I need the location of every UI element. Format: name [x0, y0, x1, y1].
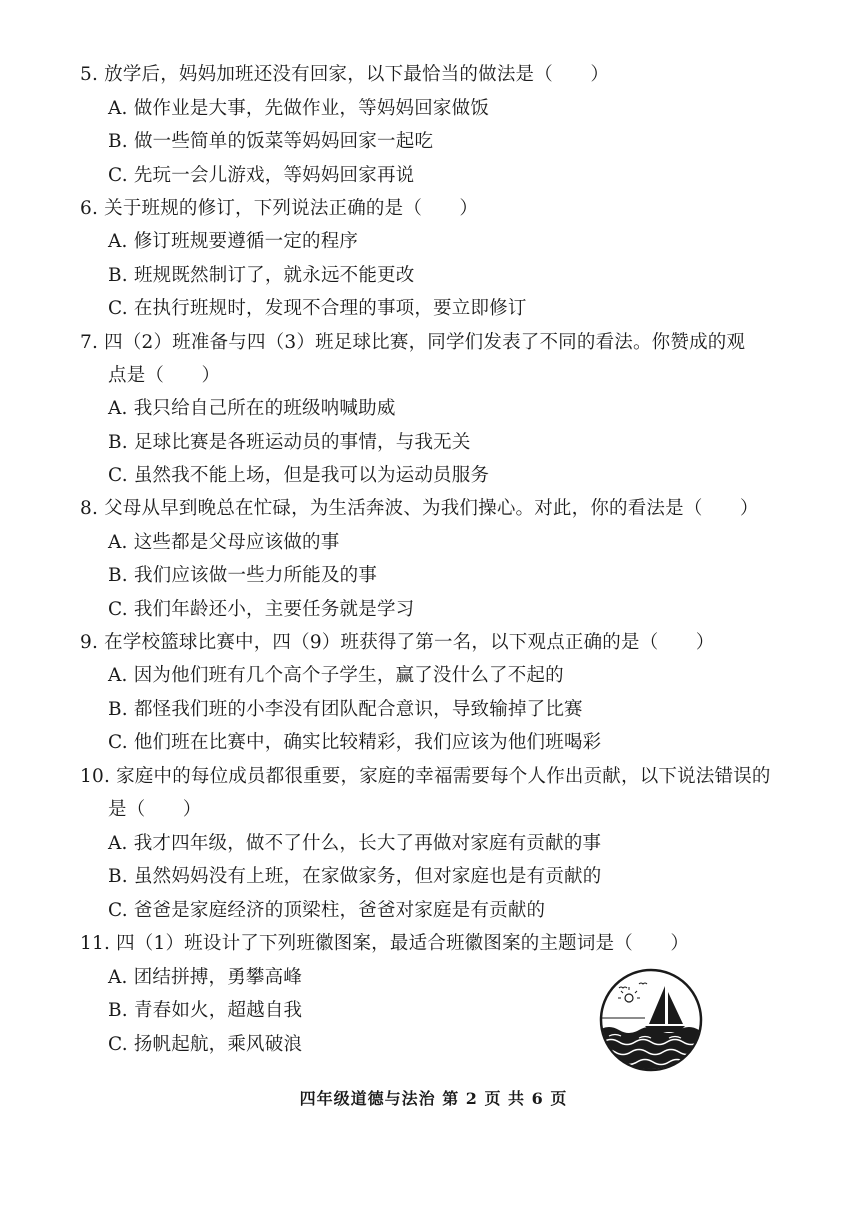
question-7-option-b: B. 足球比赛是各班运动员的事情，与我无关 — [108, 432, 471, 453]
question-8-option-b: B. 我们应该做一些力所能及的事 — [108, 565, 378, 586]
question-7-option-a: A. 我只给自己所在的班级呐喊助威 — [108, 398, 396, 419]
question-8-option-a: A. 这些都是父母应该做的事 — [108, 532, 340, 553]
question-8-option-c: C. 我们年龄还小，主要任务就是学习 — [108, 599, 415, 620]
question-7-option-c: C. 虽然我不能上场，但是我可以为运动员服务 — [108, 465, 490, 486]
question-10-stem-line-2: 是（ ） — [108, 799, 202, 820]
question-6-option-a: A. 修订班规要遵循一定的程序 — [108, 231, 359, 252]
question-6-option-c: C. 在执行班规时，发现不合理的事项，要立即修订 — [108, 298, 527, 319]
question-11-option-c: C. 扬帆起航，乘风破浪 — [108, 1034, 303, 1055]
question-5-option-b: B. 做一些简单的饭菜等妈妈回家一起吃 — [108, 131, 434, 152]
question-11-option-b: B. 青春如火，超越自我 — [108, 1000, 303, 1021]
question-11-stem: 11. 四（1）班设计了下列班徽图案，最适合班徽图案的主题词是（ ） — [80, 933, 690, 954]
question-5-option-a: A. 做作业是大事，先做作业，等妈妈回家做饭 — [108, 98, 490, 119]
page-footer: 四年级道德与法治 第 2 页 共 6 页 — [299, 1089, 568, 1108]
question-6-option-b: B. 班规既然制订了，就永远不能更改 — [108, 265, 415, 286]
question-10-option-a: A. 我才四年级，做不了什么，长大了再做对家庭有贡献的事 — [108, 833, 602, 854]
question-8-stem: 8. 父母从早到晚总在忙碌，为生活奔波、为我们操心。对此，你的看法是（ ） — [80, 498, 759, 519]
question-5-option-c: C. 先玩一会儿游戏，等妈妈回家再说 — [108, 165, 415, 186]
question-10-option-b: B. 虽然妈妈没有上班，在家做家务，但对家庭也是有贡献的 — [108, 866, 602, 887]
question-5-stem: 5. 放学后，妈妈加班还没有回家，以下最恰当的做法是（ ） — [80, 64, 610, 85]
question-6-stem: 6. 关于班规的修订，下列说法正确的是（ ） — [80, 198, 479, 219]
question-9-option-a: A. 因为他们班有几个高个子学生，赢了没什么了不起的 — [108, 665, 564, 686]
sailboat-emblem-icon — [599, 968, 703, 1072]
question-9-option-c: C. 他们班在比赛中，确实比较精彩，我们应该为他们班喝彩 — [108, 732, 602, 753]
question-7-stem-line-2: 点是（ ） — [108, 365, 221, 386]
question-11-option-a: A. 团结拼搏，勇攀高峰 — [108, 967, 303, 988]
question-7-stem-line-1: 7. 四（2）班准备与四（3）班足球比赛，同学们发表了不同的看法。你赞成的观 — [80, 332, 746, 353]
question-10-option-c: C. 爸爸是家庭经济的顶梁柱，爸爸对家庭是有贡献的 — [108, 900, 546, 921]
question-10-stem-line-1: 10. 家庭中的每位成员都很重要，家庭的幸福需要每个人作出贡献，以下说法错误的 — [80, 766, 771, 787]
question-9-option-b: B. 都怪我们班的小李没有团队配合意识，导致输掉了比赛 — [108, 699, 583, 720]
question-9-stem: 9. 在学校篮球比赛中，四（9）班获得了第一名，以下观点正确的是（ ） — [80, 632, 715, 653]
